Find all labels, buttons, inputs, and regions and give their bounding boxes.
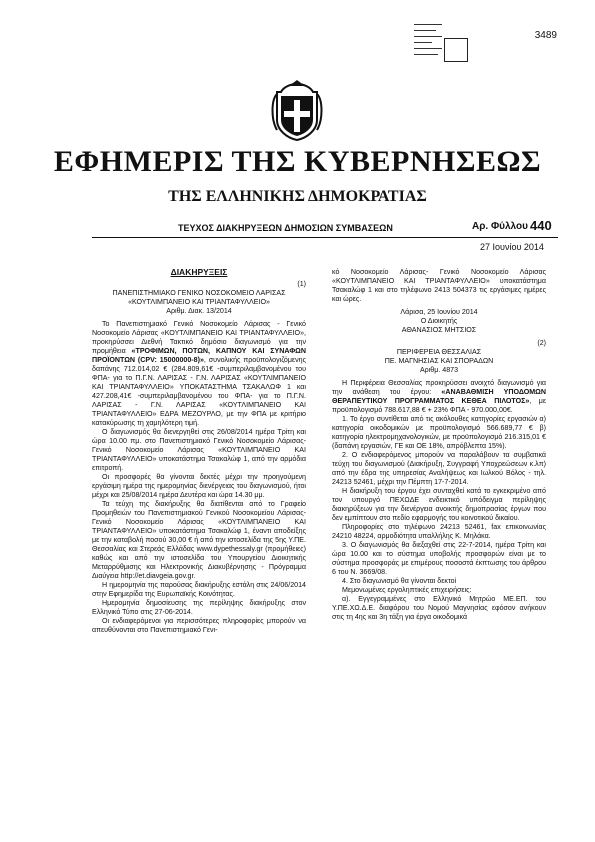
coat-of-arms-icon [267, 80, 327, 142]
paragraph: 2. Ο ενδιαφερόμενος μπορούν να παραλάβουν τα συμβατικά τεύχη του διαγωνισμού (Διακήρυξη, Συγγραφή Υποχρεώσεων κ.λπ) από την έδρα της υπηρεσίας Αναλήψεως και Ιωλκού Βόλος - τηλ. 24213 52461, μέχρι την Πέμπτη 17-7-2014. [332, 451, 546, 486]
right-column [332, 268, 546, 622]
page-number: 3489 [534, 30, 557, 41]
paragraph: Το Πανεπιστημιακό Γενικό Νοσοκομείο Λάρισας - Γενικό Νοσοκομείο Λάρισας «ΚΟΥΤΛΙΜΠΑΝΕΙΟ ΚΑΙ ΤΡΙΑΝΤΑΦΥΛΛΕΙΟ», προκηρύσσει Διεθνή Τακτικό δημόσιο διαγωνισμό για την προμήθεια «ΤΡΟΦΙΜΩΝ, ΠΟΤΩΝ, ΚΑΠΝΟΥ ΚΑΙ ΣΥΝΑΦΩΝ ΠΡΟΪΟΝΤΩΝ (CPV: 15000000-8)», συνολικής προϋπολογιζόμενης δαπάνης 712.014,02 € (284.809,61€ -συμπεριλαμβανομένου του ΦΠΑ- για το Π.Γ.Ν. ΛΑΡΙΣΑΣ - Γ.Ν. ΛΑΡΙΣΑΣ «ΚΟΥΤΛΙΜΠΑΝΕΙΟ ΚΑΙ ΤΡΙΑΝΤΑΦΥΛΛΕΙΟ» ΥΠΟΚΑΤΑΣΤΗΜΑ ΤΣΑΚΑΛΩΦ 1 και 427.208,41€ -συμπεριλαμβανομένου του ΦΠΑ- για το Π.Γ.Ν. ΛΑΡΙΣΑΣ - Γ.Ν. ΛΑΡΙΣΑΣ «ΚΟΥΤΛΙΜΠΑΝΕΙΟ ΚΑΙ ΤΡΙΑΝΤΑΦΥΛΛΕΙΟ» ΕΔΡΑ ΜΕΖΟΥΡΛΟ, με την ΦΠΑ με κριτήριο κατακύρωσης τη χαμηλότερη τιμή. [92, 320, 306, 427]
header-divider [92, 237, 558, 238]
notice-organization: ΠΑΝΕΠΙΣΤΗΜΙΑΚΟ ΓΕΝΙΚΟ ΝΟΣΟΚΟΜΕΙΟ ΛΑΡΙΣΑΣ [112, 289, 286, 297]
paragraph: 4. Στο διαγωνισμό θα γίνονται δεκτοί [342, 577, 457, 585]
notice-organization: ΠΕ. ΜΑΓΝΗΣΙΑΣ ΚΑΙ ΣΠΟΡΑΔΩΝ [384, 357, 494, 365]
left-column [92, 268, 306, 635]
paragraph: α). Εγγεγραμμένες στο Ελληνικό Μητρώο ΜΕ.ΕΠ. του Υ.ΠΕ.ΧΩ.Δ.Ε. διαφόρου του Νομού Μαγνησίας εφόσον ανήκουν στις τη 4ης και 3η τάξη για έργα οικοδομικά [332, 595, 546, 621]
notice-reference: Αριθμ. 4873 [419, 366, 459, 374]
paragraph: 1. Το έργο συντίθεται από τις ακόλουθες κατηγορίες εργασιών α) κατηγορία οικοδομικών με προϋπολογισμό 566.689,77 € β) κατηγορία ηλεκτρομηχανολογικών, με προϋπολογισμό 216.315,01 € (δαπάνη εργασιών, ΓΕ και ΟΕ 18%, απρόβλεπτα 15%). [332, 415, 546, 450]
paragraph: Η ημερομηνία της παρούσας διακήρυξης εστάλη στις 24/06/2014 στην Εφημερίδα της Ευρωπαϊκής Κοινότητας. [92, 581, 306, 598]
project-title: «ΑΝΑΒΑΘΜΙΣΗ ΥΠΟΔΟΜΩΝ ΘΕΡΑΠΕΥΤΙΚΟΥ ΠΡΟΓΡΑΜΜΑΤΟΣ ΚΕΘΕΑ ΠΙΛΟΤΟΣ» [332, 388, 546, 405]
notice-organization: «ΚΟΥΤΛΙΜΠΑΝΕΙΟ ΚΑΙ ΤΡΙΑΝΤΑΦΥΛΛΕΙΟ» [128, 298, 270, 306]
notice-organization: ΠΕΡΙΦΕΡΕΙΑ ΘΕΣΣΑΛΙΑΣ [396, 348, 482, 356]
signature-place-date: Λάρισα, 25 Ιουνίου 2014 [400, 308, 478, 316]
sheet-number: 440 [530, 218, 552, 233]
paragraph: Η διακήρυξη του έργου έχει συνταχθεί κατά το εγκεκριμένο από τον υπουργό ΠΕΧΩΔΕ ενδεικτικό υπόδειγμα περίληψης διακηρύξεων για την διενέργεια ανοικτής δημοπρασίας έργων που δεν εμπίπτουν στο πεδίο εφαρμογής του κοινοτικού δικαίου. [332, 487, 546, 522]
paragraph: Η Περιφέρεια Θεσσαλίας προκηρύσσει ανοιχτό διαγωνισμό για την ανάθεση του έργου: «ΑΝΑΒΑΘΜΙΣΗ ΥΠΟΔΟΜΩΝ ΘΕΡΑΠΕΥΤΙΚΟΥ ΠΡΟΓΡΑΜΜΑΤΟΣ ΚΕΘΕΑ ΠΙΛΟΤΟΣ», με προϋπολογισμό 788.617,88 € + 23% ΦΠΑ - 970.000,00€. [332, 379, 546, 414]
notice-reference: Αριθμ. Διακ. 13/2014 [166, 307, 232, 315]
gazette-subtitle: ΤΗΣ ΕΛΛΗΝΙΚΗΣ ΔΗΜΟΚΡΑΤΙΑΣ [168, 188, 427, 205]
paragraph: κό Νοσοκομείο Λάρισας- Γενικό Νοσοκομείο Λάρισας «ΚΟΥΤΛΙΜΠΑΝΕΙΟ ΚΑΙ ΤΡΙΑΝΤΑΦΥΛΛΕΙΟ» υποκατάστημα Τσακαλώφ 1 και στο τηλέφωνο 2413 504373 τις εργάσιμες ημέρες και ώρες. [332, 268, 546, 303]
qr-code-icon [444, 38, 468, 62]
paragraph: Ημερομηνία δημοσίευσης της περίληψης διακήρυξης στον Ελληνικό Τύπο στις 27-06-2014. [92, 599, 306, 616]
paragraph: Τα τεύχη της διακήρυξης θα διατίθενται από το Γραφείο Προμηθειών του Πανεπιστημιακού Γενικού Νοσοκομείου Λάρισας-Γενικό Νοσοκομείο Λάρισας «ΚΟΥΤΛΙΜΠΑΝΕΙΟ ΚΑΙ ΤΡΙΑΝΤΑΦΥΛΛΕΙΟ» υποκατάστημα Τσακαλώφ 1, έναντι αποδείξης με την καταβολή ποσού 30,00 € ή από την ιστοσελίδα της 5ης Υ.ΠΕ. Θεσσαλίας και Στερεάς Ελλάδας www.dypethessaly.gr (προμήθειες) καθώς και από την ιστοσελίδα του Υπουργείου Διοικητικής Μεταρρύθμισης και Ηλεκτρονικής Διακυβέρνησης - Πρόγραμμα Διαύγεια http://et.diavgeia.gov.gr. [92, 500, 306, 580]
signature-role: Ο Διοικητής [420, 317, 458, 325]
print-mark [414, 20, 470, 72]
sheet-label: Αρ. Φύλλου [472, 221, 528, 232]
procurement-title: «ΤΡΟΦΙΜΩΝ, ΠΟΤΩΝ, ΚΑΠΝΟΥ ΚΑΙ ΣΥΝΑΦΩΝ ΠΡΟΪΟΝΤΩΝ (CPV: 15000000-8)» [92, 347, 306, 364]
notice-number: (1) [297, 280, 306, 288]
notice-number: (2) [537, 339, 546, 347]
paragraph: Οι προσφορές θα γίνονται δεκτές μέχρι την προηγούμενη εργάσιμη ημέρα της ημερομηνίας διενέργειας του διαγωνισμού, ήτοι μέχρι και 25/08/2014 ημέρα Δευτέρα και ώρα 14.30 μμ. [92, 473, 306, 499]
section-heading: ΔΙΑΚΗΡΥΞΕΙΣ [170, 267, 228, 277]
paragraph: Ο διαγωνισμός θα διενεργηθεί στις 26/08/2014 ημέρα Τρίτη και ώρα 10.00 πμ. στο Πανεπιστημιακό Γενικό Νοσοκομείο Λάρισας- Γενικό Νοσοκομείο Λάρισας «ΚΟΥΤΛΙΜΠΑΝΕΙΟ ΚΑΙ ΤΡΙΑΝΤΑΦΥΛΛΕΙΟ» υποκατάστημα Τσακαλώφ 1, από την αρμόδια επιτροπή. [92, 428, 306, 472]
issue-date: 27 Ιουνίου 2014 [480, 242, 544, 252]
signature-name: ΑΘΑΝΑΣΙΟΣ ΜΗΤΣΙΟΣ [401, 326, 477, 334]
paragraph: 3. Ο διαγωνισμός θα διεξαχθεί στις 22-7-2014, ημέρα Τρίτη και ώρα 10.00 και το σύστημα υποβολής προσφορών είναι με το σύστημα προσφοράς με επιμέρους ποσοστά έκπτωσης του άρθρου 6 του Ν. 3669/08. [332, 541, 546, 576]
gazette-title: ΕΦΗΜΕΡΙΣ ΤΗΣ ΚΥΒΕΡΝΗΣΕΩΣ [53, 145, 542, 178]
paragraph: Πληροφορίες στο τηλέφωνο 24213 52461, fax επικοινωνίας 24210 48224, αρμοδιότητα υπαλλήλης Κ. Μηλάκα. [332, 523, 546, 540]
paragraph: Μεμονωμένες εργοληπτικές επιχειρήσεις: [342, 586, 472, 594]
issue-type: ΤΕΥΧΟΣ ΔΙΑΚΗΡΥΞΕΩΝ ΔΗΜΟΣΙΩΝ ΣΥΜΒΑΣΕΩΝ [178, 223, 393, 233]
paragraph: Οι ενδιαφερόμενοι για περισσότερες πληροφορίες μπορούν να απευθύνονται στο Πανεπιστημιακό Γενι- [92, 617, 306, 634]
